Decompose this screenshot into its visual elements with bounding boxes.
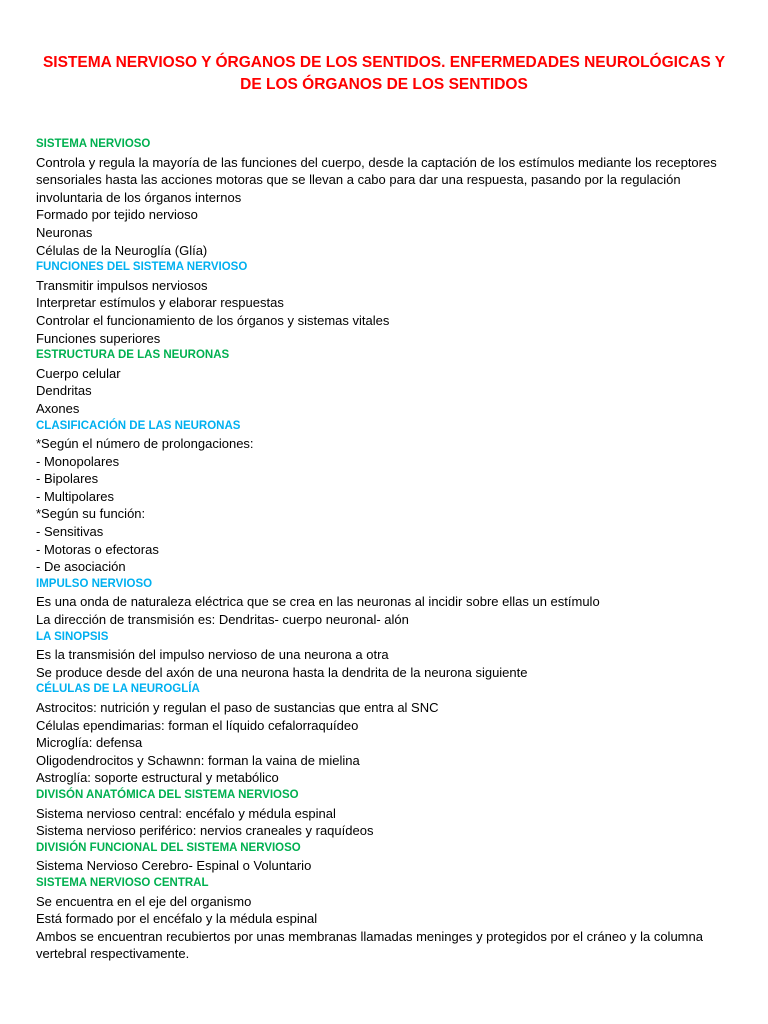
body-text-line: Se produce desde del axón de una neurona hasta la dendrita de la neurona siguiente — [36, 664, 528, 680]
section-heading: CLASIFICACIÓN DE LAS NEURONAS — [36, 419, 241, 432]
body-text-line: Es una onda de naturaleza eléctrica que se crea en las neuronas al incidir sobre ellas un estímulo — [36, 594, 600, 610]
section — [36, 681, 732, 787]
section — [36, 840, 732, 875]
body-text-line: Oligodendrocitos y Schawnn: forman la vaina de mielina — [36, 752, 360, 768]
section-heading: SISTEMA NERVIOSO — [36, 138, 151, 150]
section — [36, 629, 732, 682]
section-heading: DIVISIÓN FUNCIONAL DEL SISTEMA NERVIOSO — [36, 841, 301, 854]
body-text-line: - De asociación — [36, 559, 126, 575]
body-text-line: Controlar el funcionamiento de los órganos y sistemas vitales — [36, 312, 390, 328]
body-text-line: Células de la Neuroglía (Glía) — [36, 242, 208, 258]
body-text-line: - Monopolares — [36, 453, 120, 469]
body-text-line: Ambos se encuentran recubiertos por unas membranas llamadas meninges y protegidos por el cráneo y la columna vertebral respectivamente. — [36, 928, 703, 962]
body-text-line: - Motoras o efectoras — [36, 541, 159, 557]
section-heading: CÉLULAS DE LA NEUROGLÍA — [36, 683, 200, 696]
body-text-line: Axones — [36, 400, 80, 416]
body-text-line: Transmitir impulsos nerviosos — [36, 277, 208, 293]
body-text-line: Sistema nervioso central: encéfalo y médula espinal — [36, 805, 336, 821]
body-text-line: Células ependimarias: forman el líquido cefalorraquídeo — [36, 717, 359, 733]
section-heading: SISTEMA NERVIOSO CENTRAL — [36, 876, 209, 889]
body-text-line: Es la transmisión del impulso nervioso de una neurona a otra — [36, 647, 389, 663]
body-text-line: Controla y regula la mayoría de las funciones del cuerpo, desde la captación de los estímulos mediante los receptores sensoriales hasta las acciones motoras que se llevan a cabo para dar una respuesta, pasando por la regulación involuntaria de los órganos internos — [36, 154, 717, 205]
body-text-line: - Sensitivas — [36, 524, 104, 540]
section — [36, 259, 732, 347]
body-text-line: Está formado por el encéfalo y la médula espinal — [36, 911, 318, 927]
section — [36, 576, 732, 629]
section-heading: LA SINOPSIS — [36, 630, 109, 643]
body-text-line: *Según su función: — [36, 506, 146, 522]
body-text-line: La dirección de transmisión es: Dendritas- cuerpo neuronal- alón — [36, 612, 409, 628]
section — [36, 787, 732, 840]
body-text-line: *Según el número de prolongaciones: — [36, 436, 254, 452]
section-heading: ESTRUCTURA DE LAS NEURONAS — [36, 349, 230, 362]
body-text-line: - Multipolares — [36, 488, 115, 504]
body-text-line: Sistema Nervioso Cerebro- Espinal o Voluntario — [36, 858, 312, 874]
body-text-line: Astrocitos: nutrición y regulan el paso de sustancias que entra al SNC — [36, 700, 439, 715]
body-text-line: Microglía: defensa — [36, 735, 143, 751]
section — [36, 418, 732, 576]
body-text-line: Interpretar estímulos y elaborar respuestas — [36, 295, 284, 311]
section-heading: IMPULSO NERVIOSO — [36, 577, 153, 590]
body-text-line: Sistema nervioso periférico: nervios craneales y raquídeos — [36, 823, 374, 839]
section-heading: FUNCIONES DEL SISTEMA NERVIOSO — [36, 261, 248, 274]
document-body — [36, 136, 732, 963]
body-text-line: Neuronas — [36, 224, 93, 240]
body-text-line: - Bipolares — [36, 471, 99, 487]
body-text-line: Funciones superiores — [36, 330, 161, 346]
body-text-line: Formado por tejido nervioso — [36, 207, 198, 223]
section-heading: DIVISÓN ANATÓMICA DEL SISTEMA NERVIOSO — [36, 788, 299, 801]
section — [36, 136, 732, 259]
section — [36, 347, 732, 417]
body-text-line: Cuerpo celular — [36, 365, 121, 381]
section — [36, 875, 732, 963]
body-text-line: Se encuentra en el eje del organismo — [36, 893, 252, 909]
body-text-line: Astroglía: soporte estructural y metabólico — [36, 770, 279, 786]
document-title: SISTEMA NERVIOSO Y ÓRGANOS DE LOS SENTIDOS. ENFERMEDADES NEUROLÓGICAS Y DE LOS ÓRGANOS DE LOS SENTIDOS — [42, 54, 726, 93]
body-text-line: Dendritas — [36, 383, 92, 399]
